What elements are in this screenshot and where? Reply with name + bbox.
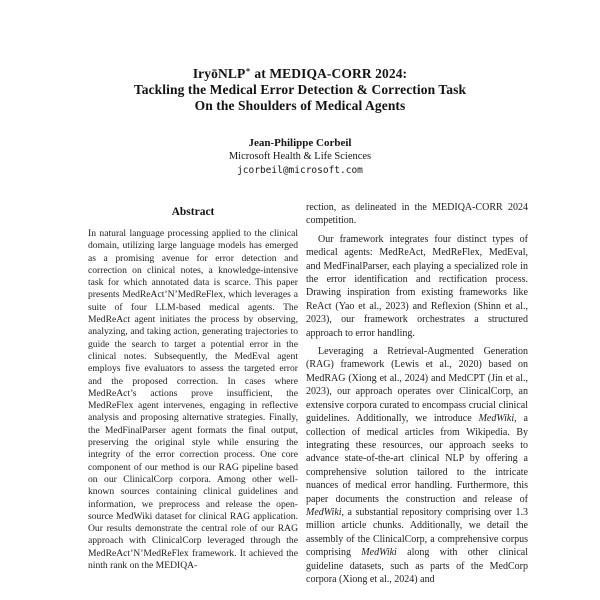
author-name: Jean-Philippe Corbeil — [248, 137, 352, 149]
body-paragraph: Leveraging a Retrieval-Augmented Generation (RAG) framework (Lewis et al., 2020) based on MedRAG (Xiong et al., 2024) and MedCPT (Jin et al., 2023), our approach operates over ClinicalCorp, an extensive corpora curated to encompass crucial clinical guidelines. Additionally, we introduce MedWiki, a collection of medical articles from Wikipedia. By integrating these resources, our approach seeks to advance state-of-the-art clinical NLP by offering a comprehensive solution tailored to the intricate nuances of medical error handling. Furthermore, this paper documents the construction and release of MedWiki, a substantial repository comprising over 1.3 million article chunks. Additionally, we detail the assembly of the ClinicalCorp, a comprehensive corpus comprising MedWiki along with other clinical guideline datasets, such as parts of the MedCorp corpora (Xiong et al., 2024) and — [306, 346, 528, 585]
paper-title-line-2: Tackling the Medical Error Detection & Correction Task — [133, 82, 467, 97]
left-column — [88, 206, 298, 572]
right-column — [306, 201, 528, 591]
author-email: jcorbeil@microsoft.com — [237, 165, 363, 176]
author-affiliation: Microsoft Health & Life Sciences — [228, 151, 372, 162]
body-paragraph: Our framework integrates four distinct types of medical agents: MedReAct, MedReFlex, MedEval, and MedFinalParser, each playing a specialized role in the error identification and rectification process. Drawing inspiration from existing frameworks like ReAct (Yao et al., 2023) and Reflexion (Shinn et al., 2023), our framework orchestrates a structured approach to error handling. — [306, 233, 528, 339]
abstract-text: In natural language processing applied to the clinical domain, utilizing large language models has emerged as a promising avenue for error detection and correction on clinical notes, a knowledge-intensive task for which annotated data is scarce. This paper presents MedReAct’N’MedReFlex, which leverages a suite of four LLM-based medical agents. The MedReAct agent initiates the process by observing, analyzing, and taking action, generating trajectories to guide the search to target a potential error in the clinical notes. Subsequently, the MedEval agent employs five evaluators to assess the targeted error and the proposed correction. In cases where MedReAct’s actions prove insufficient, the MedReFlex agent intervenes, engaging in reflective analysis and proposing alternative strategies. Finally, the MedFinalParser agent formats the final output, preserving the original style while ensuring the integrity of the error correction process. One core component of our method is our RAG pipeline based on our ClinicalCorp corpora. Among other well-known sources containing clinical guidelines and information, we preprocess and release the open-source MedWiki dataset for clinical RAG application. Our results demonstrate the central role of our RAG approach with ClinicalCorp leveraged through the MedReAct’N’MedReFlex framework. It achieved the ninth rank on the MEDIQA- — [88, 228, 298, 572]
paper-title-line-3: On the Shoulders of Medical Agents — [194, 98, 406, 113]
author-block — [0, 136, 600, 178]
body-paragraph: rection, as delineated in the MEDIQA-CORR 2024 competition. — [306, 202, 528, 227]
paper-title — [40, 66, 560, 114]
abstract-heading: Abstract — [171, 206, 215, 218]
paper-title-line-1: IryōNLP∗ at MEDIQA-CORR 2024: — [192, 65, 408, 81]
